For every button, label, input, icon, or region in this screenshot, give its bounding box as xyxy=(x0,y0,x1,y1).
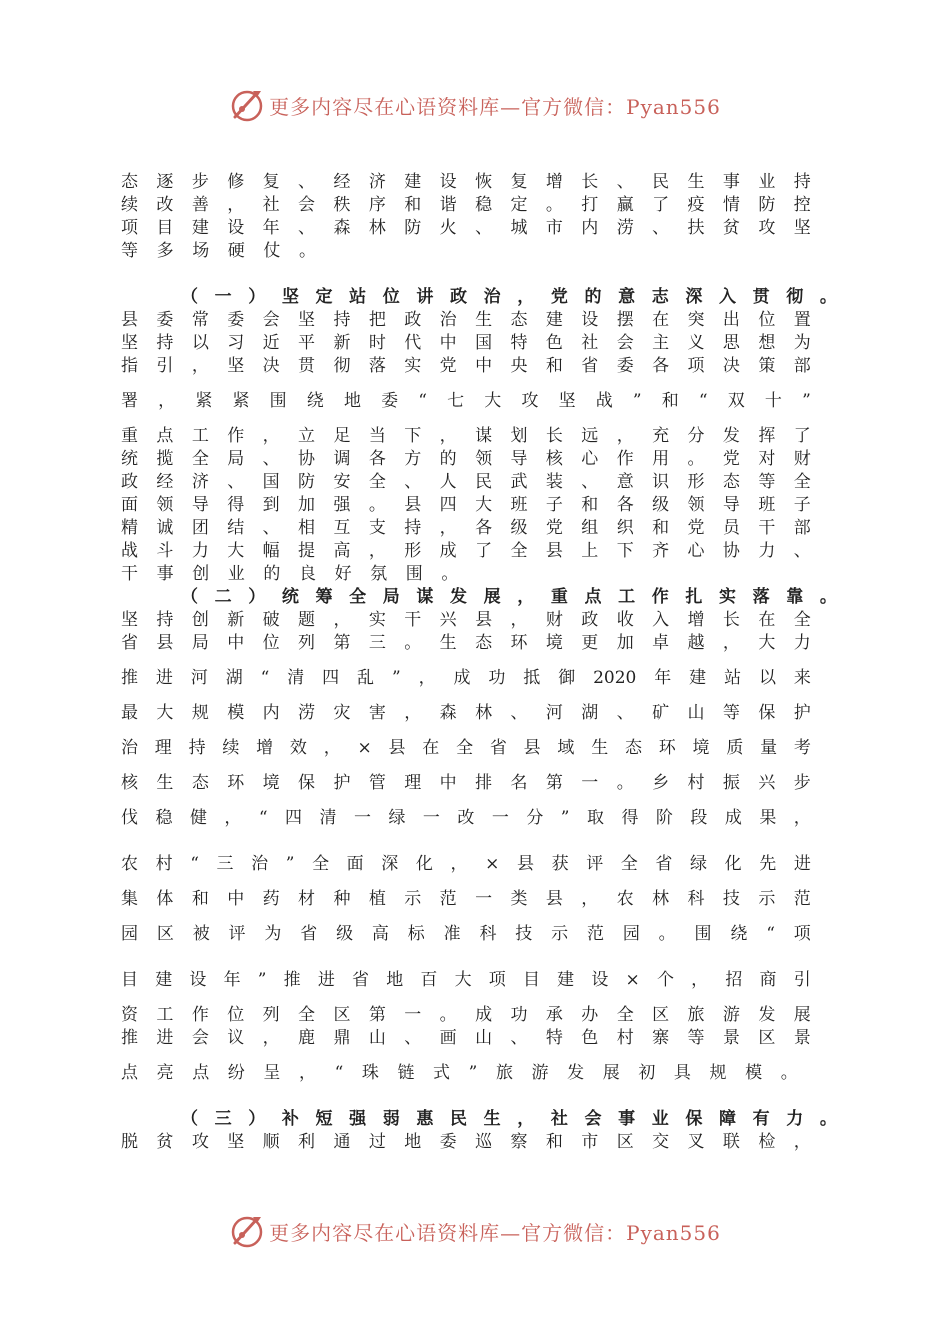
paragraph-line: 园 区 被 评 为 省 级 高 标 准 科 技 示 范 园 。 围 绕 “ 项 xyxy=(121,924,811,944)
paragraph-line: 县 委 常 委 会 坚 持 把 政 治 生 态 建 设 摆 在 突 出 位 置 xyxy=(121,310,811,330)
banner-text: 更多内容尽在心语资料库—官方微信：Pyan556 xyxy=(269,94,721,119)
paragraph-line: 省 县 局 中 位 列 第 三 。 生 态 环 境 更 加 卓 越 ， 大 力 xyxy=(121,633,811,653)
footer-watermark-banner xyxy=(0,1208,950,1254)
paragraph-line: 统 揽 全 局 、 协 调 各 方 的 领 导 核 心 作 用 。 党 对 财 xyxy=(121,449,811,469)
section-heading: （ 一 ） 坚 定 站 位 讲 政 治 ， 党 的 意 志 深 入 贯 彻 。 xyxy=(181,287,837,307)
paragraph-line: 治 理 持 续 增 效 ， × 县 在 全 省 县 域 生 态 环 境 质 量 考 xyxy=(121,738,811,758)
section-heading: （ 二 ） 统 筹 全 局 谋 发 展 ， 重 点 工 作 扎 实 落 靠 。 xyxy=(181,587,837,607)
paragraph-line: 农 村 “ 三 治 ” 全 面 深 化 ， × 县 获 评 全 省 绿 化 先 进 xyxy=(121,854,811,874)
paragraph-line: 推 进 会 议 ， 鹿 鼎 山 、 画 山 、 特 色 村 寨 等 景 区 景 xyxy=(121,1028,811,1048)
paragraph-line: 署 ， 紧 紧 围 绕 地 委 “ 七 大 攻 坚 战 ” 和 “ 双 十 ” xyxy=(121,391,811,411)
paragraph-line: 点 亮 点 纷 呈 ， “ 珠 链 式 ” 旅 游 发 展 初 具 规 模 。 xyxy=(121,1063,798,1083)
paragraph-line: 面 领 导 得 到 加 强 。 县 四 大 班 子 和 各 级 领 导 班 子 xyxy=(121,495,811,515)
paragraph-line: 等 多 场 硬 仗 。 xyxy=(121,241,316,261)
paragraph-line: 指 引 ， 坚 决 贯 彻 落 实 党 中 央 和 省 委 各 项 决 策 部 xyxy=(121,356,811,376)
paragraph-line: 最 大 规 模 内 涝 灾 害 ， 森 林 、 河 湖 、 矿 山 等 保 护 xyxy=(121,703,811,723)
document-body xyxy=(121,171,837,1154)
header-watermark-banner xyxy=(0,82,950,128)
pen-seal-logo-icon xyxy=(229,87,265,123)
paragraph-line: 精 诚 团 结 、 相 互 支 持 ， 各 级 党 组 织 和 党 员 干 部 xyxy=(121,518,811,538)
banner-text: 更多内容尽在心语资料库—官方微信：Pyan556 xyxy=(269,1220,721,1245)
paragraph-line: 推 进 河 湖 “ 清 四 乱 ” ， 成 功 抵 御 2020 年 建 站 以 来 xyxy=(121,668,811,688)
paragraph-line: 坚 持 创 新 破 题 ， 实 干 兴 县 ， 财 政 收 入 增 长 在 全 xyxy=(121,610,811,630)
paragraph-line: 脱 贫 攻 坚 顺 利 通 过 地 委 巡 察 和 市 区 交 叉 联 检 ， xyxy=(121,1132,811,1152)
paragraph-line: 资 工 作 位 列 全 区 第 一 。 成 功 承 办 全 区 旅 游 发 展 xyxy=(121,1005,811,1025)
paragraph-line: 坚 持 以 习 近 平 新 时 代 中 国 特 色 社 会 主 义 思 想 为 xyxy=(121,333,811,353)
paragraph-line: 干 事 创 业 的 良 好 氛 围 。 xyxy=(121,564,459,584)
paragraph-line: 政 经 济 、 国 防 安 全 、 人 民 武 装 、 意 识 形 态 等 全 xyxy=(121,472,811,492)
paragraph-line: 战 斗 力 大 幅 提 高 ， 形 成 了 全 县 上 下 齐 心 协 力 、 xyxy=(121,541,811,561)
section-heading: （ 三 ） 补 短 强 弱 惠 民 生 ， 社 会 事 业 保 障 有 力 。 xyxy=(181,1109,837,1129)
paragraph-line: 集 体 和 中 药 材 种 植 示 范 一 类 县 ， 农 林 科 技 示 范 xyxy=(121,889,811,909)
pen-seal-logo-icon xyxy=(229,1213,265,1249)
paragraph-line: 态 逐 步 修 复 、 经 济 建 设 恢 复 增 长 、 民 生 事 业 持 xyxy=(121,172,811,192)
paragraph-line: 重 点 工 作 ， 立 足 当 下 ， 谋 划 长 远 ， 充 分 发 挥 了 xyxy=(121,426,811,446)
paragraph-line: 核 生 态 环 境 保 护 管 理 中 排 名 第 一 。 乡 村 振 兴 步 xyxy=(121,773,811,793)
paragraph-line: 伐 稳 健 ， “ 四 清 一 绿 一 改 一 分 ” 取 得 阶 段 成 果 ， xyxy=(121,808,811,828)
paragraph-line: 项 目 建 设 年 、 森 林 防 火 、 城 市 内 涝 、 扶 贫 攻 坚 xyxy=(121,218,811,238)
paragraph-line: 续 改 善 ， 社 会 秩 序 和 谐 稳 定 。 打 赢 了 疫 情 防 控 xyxy=(121,195,811,215)
paragraph-line: 目 建 设 年 ” 推 进 省 地 百 大 项 目 建 设 × 个 ， 招 商 引 xyxy=(121,970,811,990)
